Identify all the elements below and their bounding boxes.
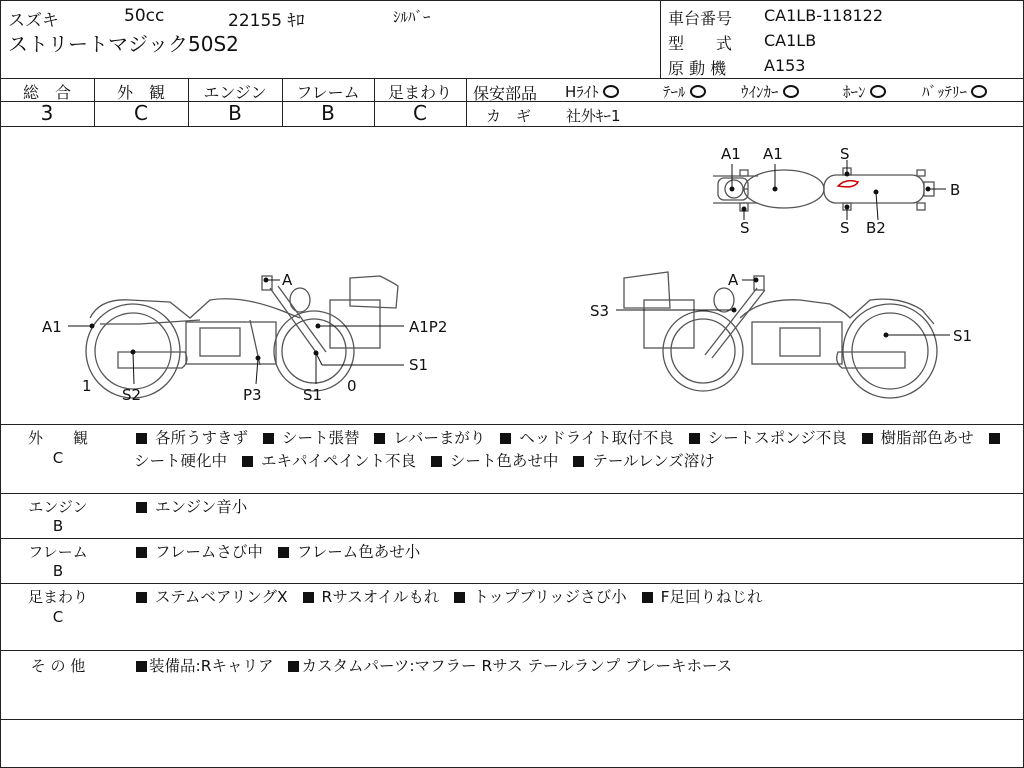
diagram-label: S: [740, 219, 750, 237]
diagram-label: A1: [763, 145, 783, 163]
diagram-label: S: [840, 219, 850, 237]
remark-grade-engine: B: [52, 517, 64, 535]
displacement: 50cc: [124, 6, 165, 26]
square-bullet-icon: [303, 592, 314, 603]
diagram-label: S: [840, 145, 850, 163]
safety-title: 保安部品: [473, 84, 538, 103]
maker: スズキ: [8, 11, 59, 31]
square-bullet-icon: [689, 433, 700, 444]
square-bullet-icon: [374, 433, 385, 444]
divider: [0, 719, 1024, 720]
remark-item: [640, 588, 763, 606]
remark-item: [498, 429, 674, 447]
diagram-label: A: [282, 271, 293, 289]
safety-label: ﾃｰﾙ: [663, 83, 686, 101]
model-name: ストリートマジック50S2: [8, 32, 239, 56]
diagram-label: S1: [409, 356, 429, 374]
color: ｼﾙﾊﾞｰ: [393, 8, 431, 26]
remark-text: フレームさび中: [155, 543, 263, 561]
remark-text: 樹脂部色あせ: [880, 429, 974, 447]
remark-label-engine: エンジン: [28, 498, 88, 516]
grade-value-overall: 3: [40, 101, 54, 125]
remark-items-exterior: [134, 427, 1014, 473]
remark-text: シート色あせ中: [449, 452, 559, 470]
remark-item: [134, 429, 248, 447]
damage-mark-icon: [838, 181, 858, 187]
grade-value-exterior: C: [134, 101, 148, 125]
engine-label: 原 動 機: [668, 59, 727, 78]
diagram-label: S2: [122, 386, 142, 404]
motorcycle-top-view-icon: [713, 168, 934, 211]
remark-items-engine: [134, 496, 1014, 519]
remark-item: [429, 452, 559, 470]
remark-item: [687, 429, 847, 447]
remark-grade-suspension: C: [52, 608, 64, 626]
safety-label: Hﾗｲﾄ: [565, 83, 599, 101]
remark-item: [134, 588, 288, 606]
remark-text: フレーム色あせ小: [296, 543, 421, 561]
remark-item: [452, 588, 626, 606]
divider: [0, 493, 1024, 494]
remark-text: ステムベアリングX: [155, 588, 288, 606]
diagram-label: S3: [590, 302, 610, 320]
remark-item: [261, 429, 360, 447]
grade-label-frame: フレーム: [296, 83, 360, 102]
remark-label-frame: フレーム: [28, 543, 88, 561]
remark-item: [301, 588, 440, 606]
remark-items-frame: [134, 541, 1014, 564]
remark-item: [276, 543, 420, 561]
damage-dots: [730, 172, 931, 212]
remark-text: 各所うすきず: [155, 429, 249, 447]
divider: [0, 538, 1024, 539]
remark-items-other: [134, 655, 1014, 678]
remark-item: [286, 657, 732, 675]
divider: [0, 650, 1024, 651]
grade-value-frame: B: [321, 101, 335, 125]
diagram-label: B2: [866, 219, 886, 237]
square-bullet-icon: [242, 456, 253, 467]
diagram-label: B: [950, 181, 961, 199]
square-bullet-icon: [500, 433, 511, 444]
remark-grade-exterior: C: [52, 449, 64, 467]
square-bullet-icon: [989, 433, 1000, 444]
grade-value-engine: B: [228, 101, 242, 125]
mileage: 22155 ｷﾛ: [228, 11, 305, 31]
grade-label-exterior: 外 観: [116, 83, 165, 102]
square-bullet-icon: [278, 547, 289, 558]
remark-text: F足回りねじれ: [660, 588, 763, 606]
diagram-label: 1: [82, 377, 92, 395]
safety-label: ﾎｰﾝ: [843, 83, 866, 101]
diagram-label: P3: [243, 386, 262, 404]
remark-text: レバーまがり: [393, 429, 486, 447]
remark-text: エキパイペイント不良: [260, 452, 416, 470]
diagram-label: A: [728, 271, 739, 289]
grade-label-suspension: 足まわり: [387, 83, 452, 102]
remark-text: ヘッドライト取付不良: [519, 429, 674, 447]
key-value: 社外ｷｰ1: [566, 107, 621, 125]
remark-item: [134, 543, 263, 561]
square-bullet-icon: [454, 592, 465, 603]
frame-no-value: CA1LB-118122: [764, 6, 884, 25]
grade-label-overall: 総 合: [22, 83, 71, 102]
square-bullet-icon: [136, 547, 147, 558]
square-bullet-icon: [573, 456, 584, 467]
remark-text: 装備品:Rキャリア: [149, 657, 274, 675]
grade-value-suspension: C: [413, 101, 427, 125]
remark-label-exterior: 外 観: [27, 429, 88, 447]
diagram-label: A1: [42, 318, 62, 336]
safety-label: ﾊﾞｯﾃﾘｰ: [922, 83, 968, 101]
remark-item: [372, 429, 485, 447]
square-bullet-icon: [263, 433, 274, 444]
diagram-label: S1: [953, 327, 973, 345]
square-bullet-icon: [862, 433, 873, 444]
remark-text: Rサスオイルもれ: [321, 588, 440, 606]
diagram-label: 0: [347, 377, 357, 395]
square-bullet-icon: [136, 433, 147, 444]
remark-item: [134, 657, 274, 675]
remark-items-suspension: [134, 586, 1014, 609]
diagram-label: A1P2: [409, 318, 448, 336]
diagram-label: A1: [721, 145, 741, 163]
remark-grade-frame: B: [52, 562, 64, 580]
remark-item: [571, 452, 714, 470]
square-bullet-icon: [431, 456, 442, 467]
remark-text: エンジン音小: [155, 498, 248, 516]
key-label: カ ギ: [486, 107, 532, 125]
remark-text: シートスポンジ不良: [707, 429, 847, 447]
remark-item: [860, 429, 974, 447]
divider: [0, 583, 1024, 584]
remark-text: テールレンズ溶け: [592, 452, 715, 470]
square-bullet-icon: [136, 502, 147, 513]
diagram-label: S1: [303, 386, 323, 404]
square-bullet-icon: [136, 592, 147, 603]
remark-label-suspension: 足まわり: [27, 588, 88, 606]
frame-no-label: 車台番号: [668, 9, 733, 28]
grade-label-engine: エンジン: [203, 83, 267, 102]
square-bullet-icon: [136, 661, 147, 672]
type-label: 型 式: [668, 34, 733, 53]
square-bullet-icon: [642, 592, 653, 603]
remark-text: カスタムパーツ:マフラー Rサス テールランプ ブレーキホース: [301, 657, 733, 675]
remark-item: [134, 498, 247, 516]
divider: [0, 424, 1024, 425]
remark-text: シート硬化中: [134, 452, 228, 470]
remark-label-other: そ の 他: [30, 657, 86, 675]
type-value: CA1LB: [764, 31, 817, 50]
square-bullet-icon: [288, 661, 299, 672]
safety-label: ｳｲﾝｶｰ: [741, 83, 779, 101]
remark-text: トップブリッジさび小: [473, 588, 627, 606]
remark-item: [240, 452, 416, 470]
damage-dots: [90, 278, 321, 361]
remark-text: シート張替: [281, 429, 360, 447]
engine-value: A153: [764, 56, 806, 75]
